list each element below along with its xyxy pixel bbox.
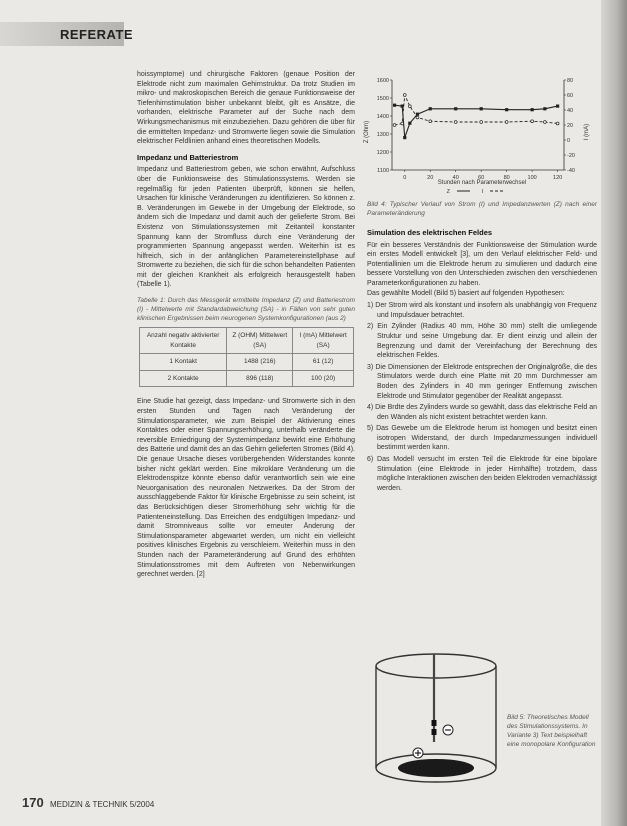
- left-column: [137, 70, 355, 580]
- y-tick-label: 1600: [376, 78, 389, 84]
- list-item: 2) Ein Zylinder (Radius 40 mm, Höhe 30 mm) stellt die umliegende Struktur und seine Umgebung dar. Er dient einzig und allein der Begrenzung und damit der Vereinfachung der Berechnung des elektrischen Feldes.: [367, 323, 597, 360]
- x-axis-label: Stunden nach Parameterwechsel: [437, 180, 527, 186]
- table-cell: 100 (20): [293, 370, 354, 387]
- table-header-cell: Anzahl negativ aktivierter Kontakte: [140, 328, 227, 354]
- y2-tick-label: 60: [567, 93, 574, 99]
- y-tick-label: 1100: [377, 168, 389, 174]
- table-caption: Tabelle 1: Durch das Messgerät ermittelte Impedanz (Z) und Batteriestrom (I) - Mittelwerte mit Standardabweichung (SA) - in Fällen von sehr guten klinischen Ergebnissen beim neurogenen Systemkonfigurationen (aus 2): [137, 297, 355, 323]
- y-tick-label: 1400: [376, 114, 389, 120]
- series-i-point: [480, 121, 483, 124]
- figure-4-chart: [362, 74, 594, 196]
- list-item: 4) Die Brdte des Zylinders wurde so gewählt, dass das elektrische Feld an den Wänden als nicht existent betrachtet werden kann.: [367, 404, 597, 421]
- series-i-point: [393, 124, 396, 127]
- series-i-point: [403, 94, 406, 97]
- table-cell: 2 Kontakte: [140, 370, 227, 387]
- series-i-point: [416, 116, 419, 119]
- series-z-point: [454, 107, 457, 110]
- table-row: [140, 354, 354, 371]
- series-i-point: [429, 120, 432, 123]
- electrode-contact: [432, 729, 437, 735]
- series-i-point: [401, 122, 404, 125]
- heading-impedanz: Impedanz und Batteriestrom: [137, 152, 239, 162]
- table-row: [140, 370, 354, 387]
- cylinder-top: [376, 654, 496, 678]
- y-tick-label: 1200: [376, 150, 389, 156]
- figure-5-caption: Bild 5: Theoretisches Modell des Stimulationssystems. In Variante 3) Text beispielhaft eine monopolare Konfiguration: [507, 714, 596, 748]
- series-i-point: [505, 121, 508, 124]
- table-cell: 1 Kontakt: [140, 354, 227, 371]
- series-z-point: [429, 107, 432, 110]
- y2-tick-label: -20: [567, 153, 575, 159]
- paragraph-model: Das gewählte Modell (Bild 5) basiert auf folgenden Hypothesen:: [367, 289, 565, 297]
- series-z-point: [408, 122, 411, 125]
- legend-z-label: Z: [446, 189, 450, 195]
- series-z-point: [393, 104, 396, 107]
- table-header-row: [140, 328, 354, 354]
- paragraph-study: Eine Studie hat gezeigt, dass Impedanz- und Stromwerte sich in den ersten Stunden und Tagen nach Veränderung der Stimulationsparameter, wie zum Beispiel der Aktivierung eines Kontaktes oder einer Spannungserhöhung, unterhalb veränderte die reversible Erniedrigung der Systemimpedanz bewirkt eine Erhöhung des Batterie und damit des an das Gehirn gelieferten Stromes (Bild 4). Die genaue Ursache dieses vorübergehenden Widerstandes konnte bisher nicht geklärt werden. Eine mikroklare Veränderung um die Elektrodenspitze könnte ebenso dafür verantwortlich sein wie eine Neuorganisation des neuronalen Netzwerkes. Da der Strom der ausschlaggebende Faktor für klinische Ergebnisse zu sein scheint, ist das Berücksichtigen dieser Stromerhöhung sehr wichtig für die Patienteneinstellung. Das Erreichen des endgültigen Impedanz- und damit Stromniveaus sollte vor erneuter Änderung der Stimulationsparameter abgewartet werden, um nicht ein vielleicht positives klinisches Ergebnis zu verschleiern. Weiterhin muss in den Stunden nach der Parameteränderung auf Grund des erhöhten Stimulationsstromes mit dem Auftreten von Nebenwirkungen gerechnet werden. [2]: [137, 398, 355, 579]
- series-z-point: [531, 108, 534, 111]
- series-z-point: [403, 136, 406, 139]
- series-z-point: [480, 107, 483, 110]
- y2-tick-label: -40: [567, 168, 575, 174]
- list-item: 1) Der Strom wird als konstant und insofern als unabhängig von Frequenz und Impulsdauer betrachtet.: [367, 302, 597, 319]
- stimulator-plate: [398, 759, 474, 777]
- y2-tick-label: 20: [567, 123, 574, 129]
- series-z-point: [543, 107, 546, 110]
- table-cell: 61 (12): [293, 354, 354, 371]
- y-tick-label: 1300: [376, 132, 389, 138]
- journal-name: MEDIZIN & TECHNIK 5/2004: [49, 800, 155, 809]
- right-column: [367, 200, 597, 495]
- series-z-point: [556, 105, 559, 108]
- section-header: REFERATE: [60, 27, 134, 42]
- x-tick-label: 80: [503, 175, 510, 181]
- page-binding: [601, 0, 627, 826]
- series-i-point: [531, 120, 534, 123]
- paragraph-simulation: Für ein besseres Verständnis der Funktionsweise der Stimulation wurde ein erstes Modell entwickelt [3], um den Verlauf elektrischer Feld- und Potentiallinien um die Elektrode herum zu simulieren und dadurch eine bessere Vorstellung von den Unterschieden zwischen den verschiedenen Parameterkonfigurationen zu haben.: [367, 241, 597, 287]
- list-item: 3) Die Dimensionen der Elektrode entsprechen der Originalgröße, die des Stimulators werde durch eine Platte mit 20 mm Durchmesser am Boden des Zylinders in 40 mm geringer Entfernung zwischen Elektrode und Stimulator gegenüber der Realität angepasst.: [367, 363, 597, 400]
- legend-i-label: I: [481, 189, 483, 195]
- figure-5-cylinder-model: [368, 650, 504, 798]
- list-item: 5) Das Gewebe um die Elektrode herum ist homogen und besitzt einen isotropen Widerstand, der durch Impedanzmessungen individuell bestimmt werden kann.: [367, 425, 597, 452]
- intro-paragraph: hoissymptome) und chirurgische Faktoren (genaue Position der Elektrode nicht zum maximalen Gehirnstruktur. Da trotz Studien im mikro- und makroskopischen Bereich die genaue Funktionsweise der Tiefenhirnstimulation bisher unbekannt bleibt, gilt es Ansätze, die vorhanden, elektrische Parameter auf der Suche nach dem Wirkungsmechanismus mit einzubeziehen. Dazu gehören die über für die ermittelten Impedanz- und Stromwerte liegen sowie die Simulation elektrischer Feldlinien anhand eines theoretischen Modells.: [137, 71, 355, 146]
- page-footer: [22, 795, 154, 810]
- impedance-table: [139, 327, 354, 387]
- x-tick-label: 40: [452, 175, 459, 181]
- electrode-contact: [432, 720, 437, 726]
- paragraph-impedanz: Impedanz und Batteriestrom geben, wie schon erwähnt, Aufschluss über die Funktionsweise des Stimulationssystems. Werden sie regelmäßig für jeden Patienten überprüft, können sie helfen, Ursachen für klinische Veränderungen zu identifizieren. So können z. B. Veränderungen im Gewebe in der Umgebung der Elektrode, so ändern sich die Impedanz und damit auch der gelieferte Strom. Bei Existenz von Stimulationssystemen mit Zeitanteil konstanter Spannung kann der Stromfluss durch eine Veränderung der programmierten Spannung angepasst werden. Weiterhin ist es hilfreich, sich in der anfänglichen Parametereinstellphase auf Stromwerte zu beziehen, die sich für die schon behandelten Patienten mit der gleichen Krankheit als erfolgreich herausgestellt haben (Tabelle 1).: [137, 166, 355, 289]
- series-z-point: [416, 113, 419, 116]
- x-tick-label: 60: [478, 175, 485, 181]
- x-tick-label: 100: [527, 175, 537, 181]
- x-tick-label: 20: [427, 175, 434, 181]
- y2-tick-label: 0: [567, 138, 571, 144]
- y2-tick-label: 40: [567, 108, 574, 114]
- heading-simulation: Simulation des elektrischen Feldes: [367, 228, 493, 237]
- series-i-point: [408, 105, 411, 108]
- table-cell: 896 (118): [227, 370, 293, 387]
- series-i-point: [556, 122, 559, 125]
- y-tick-label: 1500: [376, 96, 389, 102]
- y2-tick-label: 80: [567, 78, 574, 84]
- figure-4-caption: Bild 4: Typischer Verlauf von Strom (I) und Impedanzwerten (Z) nach einer Parameteränderung: [367, 201, 597, 217]
- series-i-point: [454, 121, 457, 124]
- hypotheses-list: [367, 301, 597, 493]
- series-z-point: [505, 108, 508, 111]
- table-cell: 1488 (216): [227, 354, 293, 371]
- series-i-point: [543, 121, 546, 124]
- x-tick-label: 0: [403, 175, 407, 181]
- y-axis-label: Z (Ohm): [364, 120, 370, 144]
- y2-axis-label: I (mA): [584, 123, 590, 141]
- table-header-cell: Z (OHM) Mittelwert (SA): [227, 328, 293, 354]
- x-tick-label: 120: [553, 175, 563, 181]
- table-header-cell: I (mA) Mittelwert (SA): [293, 328, 354, 354]
- page-number: 170: [22, 795, 44, 810]
- list-item: 6) Das Modell versucht im ersten Teil die Elektrode für eine bipolare Stimulation (eine Elektrode in jeder Hirnhälfte) trotzdem, dass mögliche Interaktionen zwischen den beiden Elektroden vernachlässigt werden.: [367, 456, 597, 492]
